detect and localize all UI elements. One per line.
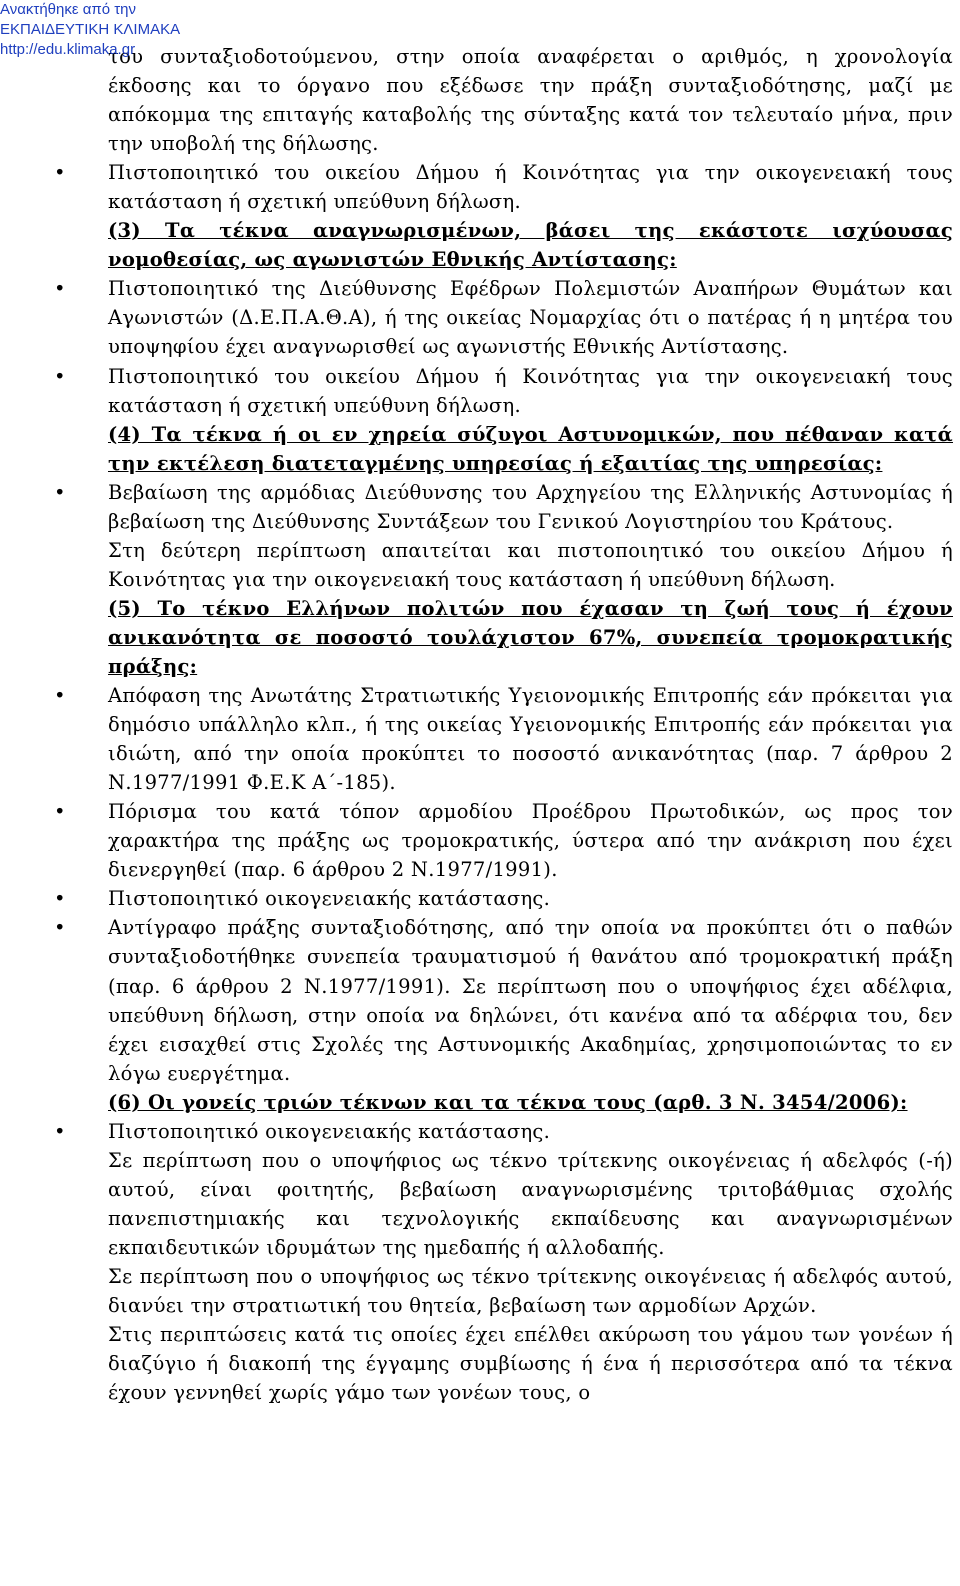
military-service-paragraph: Σε περίπτωση που ο υποψήφιος ως τέκνο τρίτεκνης οικογένειας ή αδελφός αυτού, διανύει την στρατιωτική του θητεία, βεβαίωση των αρμοδίων Αρχών. xyxy=(108,1264,953,1318)
watermark-line-1: Ανακτήθηκε από την xyxy=(0,1,137,18)
bullet-reserve-veterans-certificate: • Πιστοποιητικό της Διεύθυνσης Εφέδρων Πολεμιστών Αναπήρων Θυμάτων και Αγωνιστών (Δ.Ε.Π.Α.Θ.Α), ή της οικείας Νομαρχίας ότι ο πατέρας ή η μητέρα του υποψηφίου έχει αναγνωρισθεί ως αγωνιστής Εθνικής Αντίστασης. xyxy=(108,274,953,361)
watermark-url: http://edu.klimaka.gr xyxy=(0,41,136,58)
bullet-municipality-certificate-2: • Πιστοποιητικό του οικείου Δήμου ή Κοινότητας για την οικογενειακή τους κατάσταση ή σχετική υπεύθυνη δήλωση. xyxy=(108,362,953,420)
bullet-family-status-certificate-1: • Πιστοποιητικό οικογενειακής κατάστασης. xyxy=(108,884,953,913)
source-watermark xyxy=(0,0,180,60)
student-sibling-paragraph: Σε περίπτωση που ο υποψήφιος ως τέκνο τρίτεκνης οικογένειας ή αδελφός (-ή) αυτού, είναι φοιτητής, βεβαίωση αναγνωρισμένης τριτοβάθμιας σχολής πανεπιστημιακής και τεχνολογικής εκπαίδευσης και αναγνωρισμένων εκπαιδευτικών ιδρυμάτων της ημεδαπής ή αλλοδαπής. xyxy=(108,1148,953,1259)
bullet-family-status-certificate-2: • Πιστοποιητικό οικογενειακής κατάστασης. xyxy=(108,1117,953,1146)
watermark-line-2: ΕΚΠΑΙΔΕΥΤΙΚΗ ΚΛΙΜΑΚΑ xyxy=(0,21,181,38)
section-heading-6: (6) Οι γονείς τριών τέκνων και τα τέκνα τους (αρθ. 3 Ν. 3454/2006): xyxy=(108,1090,908,1114)
section-heading-3: (3) Τα τέκνα αναγνωρισμένων, βάσει της εκάστοτε ισχύουσας νομοθεσίας, ως αγωνιστών Εθνικής Αντίστασης: xyxy=(108,219,953,272)
marriage-annulment-paragraph: Στις περιπτώσεις κατά τις οποίες έχει επέλθει ακύρωση του γάμου των γονέων ή διαζύγιο ή διακοπή της έγγαμης συμβίωσης ή ένα ή περισσότερα από τα τέκνα έχουν γεννηθεί χωρίς γάμο των γονέων τους, ο xyxy=(108,1323,953,1405)
intro-continuation-paragraph: του συνταξιοδοτούμενου, στην οποία αναφέρεται ο αριθμός, η χρονολογία έκδοσης και το όργανο που εξέδωσε την πράξη συνταξιοδότησης, μαζί με απόκομμα της επιταγής καταβολής της σύνταξης κατά τον τελευταίο μήνα, πριν την υποβολή της δήλωσης. xyxy=(108,45,953,156)
bullet-police-headquarters-certificate: • Βεβαίωση της αρμόδιας Διεύθυνσης του Αρχηγείου της Ελληνικής Αστυνομίας ή βεβαίωση της Διεύθυνσης Συντάξεων του Γενικού Λογιστηρίου του Κράτους. xyxy=(108,478,953,536)
bullet-court-finding: • Πόρισμα του κατά τόπον αρμοδίου Προέδρου Πρωτοδικών, ως προς τον χαρακτήρα της πράξης ως τρομοκρατικής, ύστερα από την ανάκριση που έχει διενεργηθεί (παρ. 6 άρθρου 2 Ν.1977/1991). xyxy=(108,797,953,884)
section-heading-5: (5) Το τέκνο Ελλήνων πολιτών που έχασαν τη ζωή τους ή έχουν ανικανότητα σε ποσοστό τουλάχιστον 67%, συνεπεία τρομοκρατικής πράξης: xyxy=(108,596,953,678)
bullet-pension-act-copy: • Αντίγραφο πράξης συνταξιοδότησης, από την οποία να προκύπτει ότι ο παθών συνταξιοδοτήθηκε συνεπεία τραυματισμού ή θανάτου από τρομοκρατική πράξη (παρ. 6 άρθρου 2 Ν.1977/1991). Σε περίπτωση που ο υποψήφιος έχει αδέλφια, υπεύθυνη δήλωση, στην οποία να δηλώνει, ότι κανένα από τα αδέρφια του, δεν έχει εισαχθεί στις Σχολές της Αστυνομικής Ακαδημίας, χρησιμοποιώντας το εν λόγω ευεργέτημα. xyxy=(108,913,953,1087)
bullet-municipality-certificate-1: • Πιστοποιητικό του οικείου Δήμου ή Κοινότητας για την οικογενειακή τους κατάσταση ή σχετική υπεύθυνη δήλωση. xyxy=(108,158,953,216)
bullet-health-committee-decision: • Απόφαση της Ανωτάτης Στρατιωτικής Υγειονομικής Επιτροπής εάν πρόκειται για δημόσιο υπάλληλο κλπ., ή της οικείας Υγειονομικής Επιτροπής εάν πρόκειται για ιδιώτη, από την οποία προκύπτει το ποσοστό ανικανότητας (παρ. 7 άρθρου 2 Ν.1977/1991 Φ.Ε.Κ Α΄-185). xyxy=(108,681,953,797)
second-case-paragraph: Στη δεύτερη περίπτωση απαιτείται και πιστοποιητικό του οικείου Δήμου ή Κοινότητας για την οικογενειακή τους κατάσταση ή υπεύθυνη δήλωση. xyxy=(108,538,953,591)
document-page xyxy=(108,42,953,1407)
section-heading-4: (4) Τα τέκνα ή οι εν χηρεία σύζυγοι Αστυνομικών, που πέθαναν κατά την εκτέλεση διατεταγμένης υπηρεσίας ή εξαιτίας της υπηρεσίας: xyxy=(108,422,953,475)
